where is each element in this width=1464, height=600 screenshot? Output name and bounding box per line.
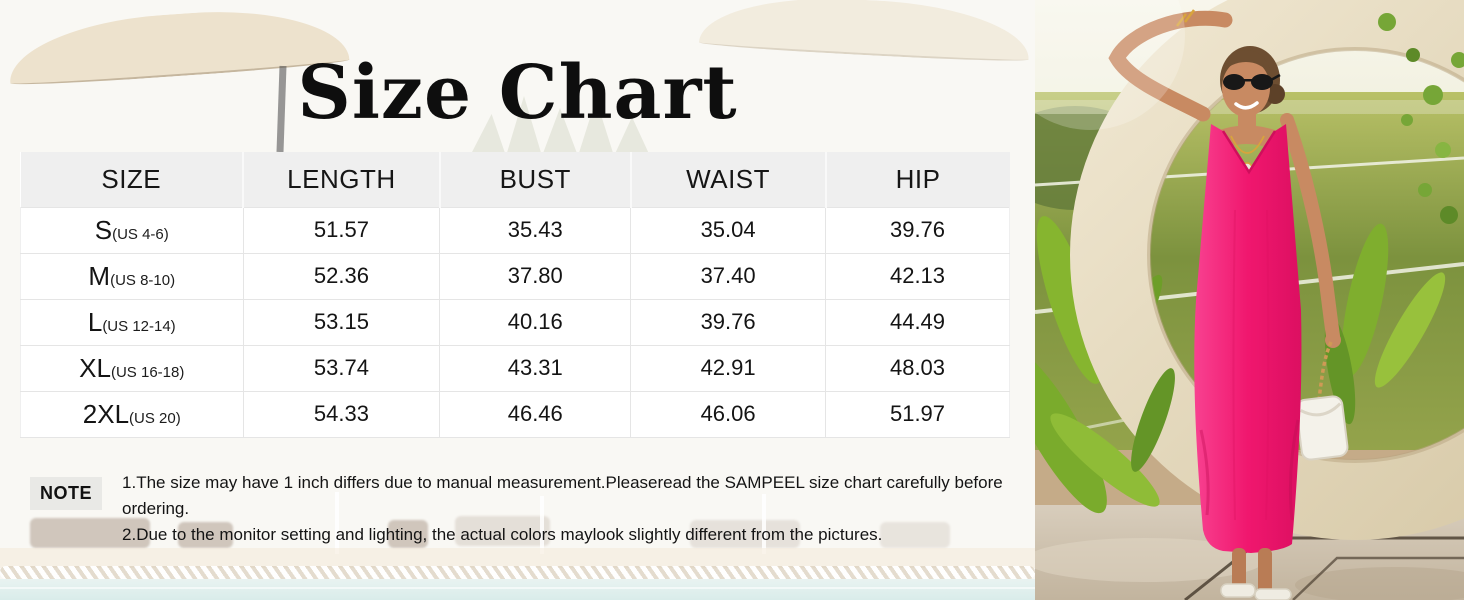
measurement-cell: 52.36 [243, 253, 440, 299]
size-cell [21, 345, 244, 391]
table-row [21, 391, 1010, 437]
measurement-cell: 42.13 [826, 253, 1010, 299]
measurement-cell: 51.57 [243, 207, 440, 253]
measurement-cell: 35.43 [440, 207, 631, 253]
column-header-hip: HIP [826, 152, 1010, 207]
size-value: XL [79, 352, 111, 383]
measurement-cell: 43.31 [440, 345, 631, 391]
table-row [21, 299, 1010, 345]
measurement-cell: 39.76 [631, 299, 826, 345]
page-title: Size Chart [297, 50, 738, 136]
measurement-cell: 46.46 [440, 391, 631, 437]
size-cell [21, 253, 244, 299]
size-value: S [94, 214, 113, 245]
size-us-range: (US 12-14) [102, 317, 176, 335]
measurement-cell: 54.33 [243, 391, 440, 437]
note-line-1: 1.The size may have 1 inch differs due to manual measurement.Pleaseread the SAMPEEL size chart carefully before ordering. [122, 473, 1003, 518]
note-label: NOTE [30, 477, 102, 510]
table-row [21, 207, 1010, 253]
measurement-cell: 48.03 [826, 345, 1010, 391]
size-cell [21, 207, 244, 253]
measurement-cell: 39.76 [826, 207, 1010, 253]
measurement-cell: 40.16 [440, 299, 631, 345]
pool-edge-decoration [0, 548, 1035, 568]
model-photo [1035, 0, 1464, 600]
measurement-cell: 37.40 [631, 253, 826, 299]
measurement-cell: 51.97 [826, 391, 1010, 437]
note-text [122, 470, 1010, 548]
measurement-cell: 42.91 [631, 345, 826, 391]
size-value: L [87, 306, 103, 337]
table-row [21, 345, 1010, 391]
measurement-cell: 46.06 [631, 391, 826, 437]
size-cell [21, 391, 244, 437]
size-value: M [88, 260, 111, 291]
size-table [20, 152, 1010, 438]
size-us-range: (US 16-18) [110, 363, 185, 381]
measurement-cell: 53.15 [243, 299, 440, 345]
measurement-cell: 44.49 [826, 299, 1010, 345]
size-us-range: (US 4-6) [112, 225, 169, 243]
column-header-waist: WAIST [631, 152, 826, 207]
hand [1325, 332, 1341, 348]
measurement-cell: 35.04 [631, 207, 826, 253]
photo-scene [1035, 0, 1464, 600]
note-section [30, 470, 1010, 548]
rope-edge-decoration [0, 566, 1035, 579]
column-header-bust: BUST [440, 152, 631, 207]
note-line-2: 2.Due to the monitor setting and lighting, the actual colors maylook slightly different from the pictures. [122, 525, 883, 544]
size-us-range: (US 20) [129, 409, 181, 427]
table-row [21, 253, 1010, 299]
size-table-body [21, 207, 1010, 437]
pink-dress [1194, 124, 1301, 553]
measurement-cell: 37.80 [440, 253, 631, 299]
size-table-header [21, 152, 1010, 207]
pool-water-decoration [0, 579, 1035, 600]
header-row [21, 152, 1010, 207]
size-us-range: (US 8-10) [110, 271, 176, 289]
measurement-cell: 53.74 [243, 345, 440, 391]
column-header-length: LENGTH [243, 152, 440, 207]
size-value: 2XL [82, 398, 130, 429]
column-header-size: SIZE [21, 152, 244, 207]
size-cell [21, 299, 244, 345]
